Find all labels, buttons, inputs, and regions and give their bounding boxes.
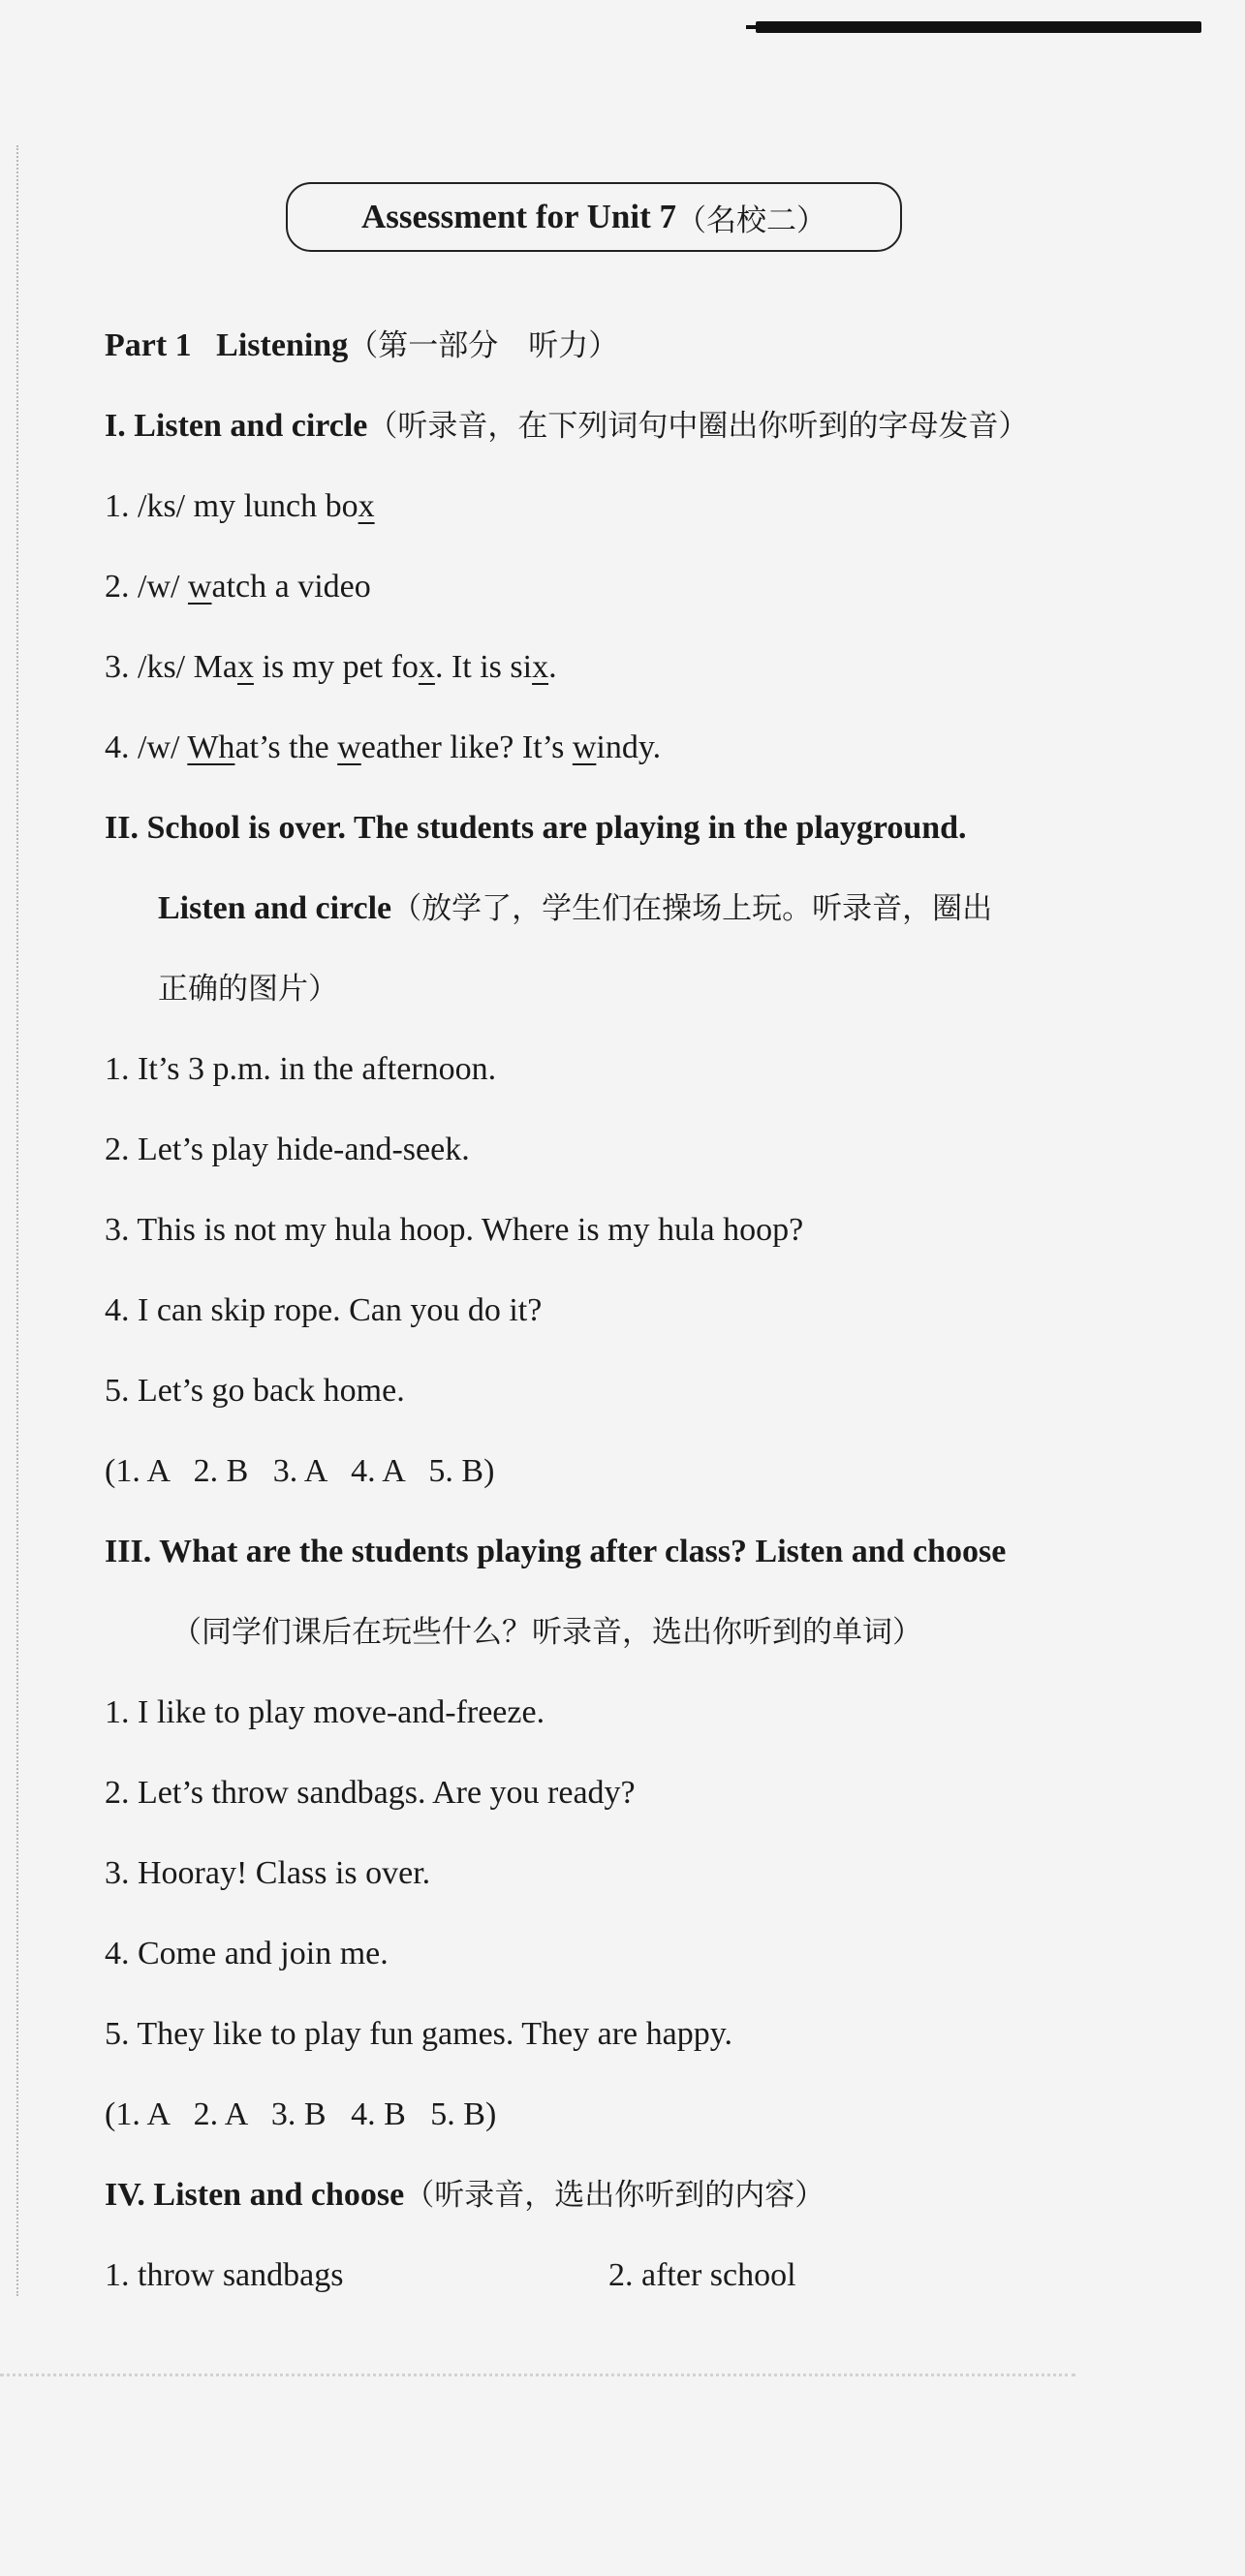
section-1-item <box>105 648 557 687</box>
section-3-heading: III. What are the students playing after class? Listen and choose <box>105 1534 1007 1569</box>
section-3-item: 3. Hooray! Class is over. <box>105 1855 431 1891</box>
item-text: eather like? It’s <box>360 729 573 765</box>
section-1-item <box>105 487 375 526</box>
section-1-item <box>105 568 371 606</box>
section-4-heading-en: IV. Listen and choose <box>105 2177 405 2213</box>
section-2-item: 3. This is not my hula hoop. Where is my hula hoop? <box>105 1212 804 1248</box>
section-2-item: 2. Let’s play hide-and-seek. <box>105 1132 470 1167</box>
section-1-heading <box>105 407 1028 446</box>
section-3-heading-cn: （同学们课后在玩些什么？听录音，选出你听到的单词） <box>171 1615 922 1650</box>
underlined-letter: w <box>337 729 361 765</box>
title-text: Assessment for Unit 7 <box>360 198 677 235</box>
section-2-answers: (1. A 2. B 3. A 4. A 5. B) <box>105 1453 495 1489</box>
section-2-heading-cn: （放学了，学生们在操场上玩。听录音，圈出 <box>391 891 993 926</box>
underlined-letter: x <box>358 488 375 524</box>
item-text: 4. /w/ <box>105 729 188 765</box>
section-2-heading-en: Listen and circle <box>158 890 392 926</box>
section-2-item: 1. It’s 3 p.m. in the afternoon. <box>105 1051 497 1087</box>
part-heading <box>105 326 618 365</box>
part-heading-en: Part 1 Listening <box>105 327 349 363</box>
section-4-heading-cn: （听录音，选出你听到的内容） <box>404 2178 825 2213</box>
top-rule <box>756 21 1201 33</box>
item-text: 1. /ks/ my lunch bo <box>105 488 358 524</box>
binding-dots <box>16 145 18 2296</box>
item-text: is my pet fo <box>253 649 419 685</box>
underlined-letter: x <box>236 649 254 685</box>
item-text: 2. /w/ <box>105 569 188 605</box>
item-text: indy. <box>596 729 662 765</box>
section-1-heading-en: I. Listen and circle <box>105 408 368 444</box>
item-text: . <box>548 649 557 685</box>
section-3-item: 2. Let’s throw sandbags. Are you ready? <box>105 1775 636 1811</box>
underlined-letter: w <box>187 569 212 605</box>
underlined-letter: w <box>572 729 597 765</box>
section-2-item: 4. I can skip rope. Can you do it? <box>105 1292 543 1328</box>
section-2-heading: II. School is over. The students are playing in the playground. <box>105 810 967 846</box>
title-school: （名校二） <box>676 202 827 238</box>
section-1-heading-cn: （听录音，在下列词句中圈出你听到的字母发音） <box>367 409 1029 444</box>
section-3-item: 1. I like to play move-and-freeze. <box>105 1694 545 1730</box>
section-3-answers: (1. A 2. A 3. B 4. B 5. B) <box>105 2096 497 2132</box>
page-title <box>286 182 902 252</box>
section-4-item-2: 2. after school <box>608 2257 796 2293</box>
part-heading-cn: （第一部分 听力） <box>348 328 619 363</box>
section-4-heading <box>105 2176 825 2215</box>
item-text: at’s the <box>234 729 338 765</box>
item-text: . It is si <box>434 649 533 685</box>
section-1-item <box>105 729 661 767</box>
section-2-heading-cn-cont: 正确的图片） <box>158 972 338 1007</box>
section-2-heading-line2 <box>158 889 992 928</box>
section-2-item: 5. Let’s go back home. <box>105 1373 405 1409</box>
underlined-letter: x <box>532 649 549 685</box>
section-4-item-1: 1. throw sandbags <box>105 2257 344 2293</box>
underlined-letter: Wh <box>187 729 235 765</box>
section-3-item: 5. They like to play fun games. They are happy. <box>105 2016 733 2052</box>
item-text: atch a video <box>211 569 371 605</box>
section-3-item: 4. Come and join me. <box>105 1936 389 1971</box>
section-2-heading-line3 <box>158 970 338 1009</box>
underlined-letter: x <box>418 649 435 685</box>
bottom-rule <box>0 2374 1075 2376</box>
section-3-heading-line2 <box>171 1613 922 1652</box>
item-text: 3. /ks/ Ma <box>105 649 237 685</box>
